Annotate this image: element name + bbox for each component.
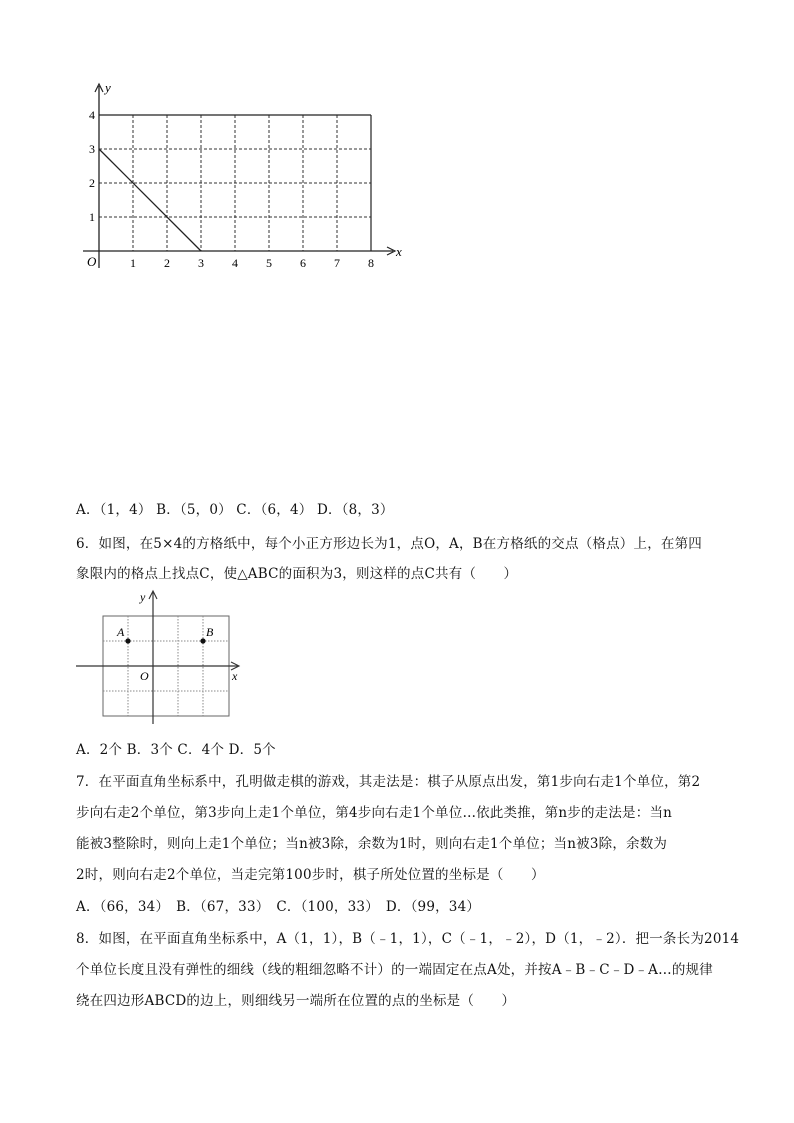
q7-text-line4: 2时，则向右走2个单位，当走完第100步时，棋子所处位置的坐标是（ ） bbox=[76, 867, 545, 883]
q6-point-a-label: A bbox=[117, 625, 125, 639]
figure1-x-label: x bbox=[396, 244, 402, 259]
figure1-x-tick: 5 bbox=[266, 256, 272, 270]
figure1-y-ticks bbox=[89, 108, 95, 224]
figure1-x-tick: 7 bbox=[334, 256, 340, 270]
figure1-x-tick: 2 bbox=[164, 256, 170, 270]
figure1-x-tick: 4 bbox=[232, 256, 238, 270]
q6-text-line1: 6．如图，在5×4的方格纸中，每个小正方形边长为1，点O，A，B在方格纸的交点（格点）上，在第四 bbox=[76, 536, 703, 552]
q7-options: A．（66，34） B．（67，33） C．（100，33） D．（99，34） bbox=[76, 899, 481, 915]
figure1-x-tick: 8 bbox=[368, 256, 374, 270]
q6-y-label: y bbox=[140, 590, 146, 604]
figure1-y-tick: 4 bbox=[89, 108, 95, 122]
q8-text-line2: 个单位长度且没有弹性的细线（线的粗细忽略不计）的一端固定在点A处，并按A﹣B﹣C﹣D﹣A…的规律 bbox=[76, 962, 713, 978]
figure1-y-tick: 1 bbox=[89, 210, 95, 224]
q8-text-line3: 绕在四边形ABCD的边上，则细线另一端所在位置的点的坐标是（ ） bbox=[76, 993, 516, 1009]
q8-text-line1: 8．如图，在平面直角坐标系中，A（1，1），B（﹣1，1），C（﹣1，﹣2），D（1，﹣2）．把一条长为2014 bbox=[76, 931, 740, 947]
figure1-x-tick: 3 bbox=[198, 256, 204, 270]
q6-options: A．2个 B．3个 C．4个 D．5个 bbox=[76, 742, 276, 758]
q6-origin-label: O bbox=[140, 669, 149, 683]
q6-x-label: x bbox=[232, 669, 238, 683]
q7-text-line1: 7．在平面直角坐标系中，孔明做走棋的游戏，其走法是：棋子从原点出发，第1步向右走1个单位，第2 bbox=[76, 774, 701, 790]
q6-figure-grid bbox=[74, 588, 244, 726]
figure1-origin-label: O bbox=[87, 254, 97, 269]
figure1-x-tick: 1 bbox=[130, 256, 136, 270]
q6-point-a bbox=[125, 638, 130, 643]
figure1-x-tick: 6 bbox=[300, 256, 306, 270]
q5-options: A．（1，4） B．（5，0） C．（6，4） D．（8，3） bbox=[76, 502, 394, 518]
figure1-y-tick: 3 bbox=[89, 142, 95, 156]
q7-text-line2: 步向右走2个单位，第3步向上走1个单位，第4步向右走1个单位…依此类推，第n步的走法是：当n bbox=[76, 805, 673, 821]
figure1-y-label: y bbox=[105, 80, 111, 95]
q7-text-line3: 能被3整除时，则向上走1个单位；当n被3除，余数为1时，则向右走1个单位；当n被3除，余数为 bbox=[76, 836, 668, 852]
q6-text-line2: 象限内的格点上找点C，使△ABC的面积为3，则这样的点C共有（ ） bbox=[76, 566, 518, 582]
figure1-coordinate-grid bbox=[75, 78, 410, 278]
figure1-y-tick: 2 bbox=[89, 176, 95, 190]
q6-point-b bbox=[200, 638, 205, 643]
figure1-x-ticks bbox=[130, 256, 374, 270]
figure1-path-line bbox=[99, 149, 201, 251]
q6-point-b-label: B bbox=[206, 625, 214, 639]
